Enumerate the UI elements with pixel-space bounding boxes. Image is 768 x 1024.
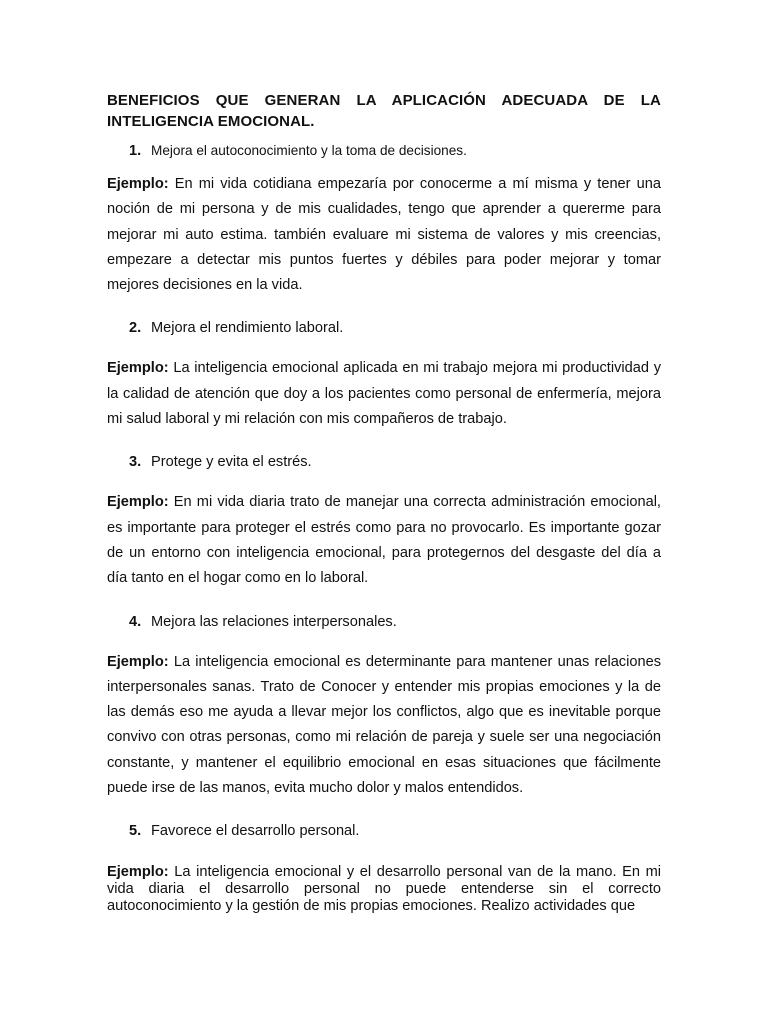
example-paragraph-4 xyxy=(107,650,661,802)
benefit-heading-2 xyxy=(107,318,661,338)
example-label: Ejemplo: xyxy=(107,360,169,377)
benefit-heading-4 xyxy=(107,612,661,632)
example-label: Ejemplo: xyxy=(107,494,169,511)
example-text: En mi vida cotidiana empezaría por conocerme a mí misma y tener una noción de mi persona y de mis cualidades, tengo que aprender a quererme para mejorar mi auto estima. también evaluare mi sistema de valores y mis creencias, empezare a detectar mis puntos fuertes y débiles para poder mejorar y tomar mejores decisiones en la vida. xyxy=(107,176,661,294)
example-label: Ejemplo: xyxy=(107,864,169,881)
benefit-number: 2. xyxy=(129,320,142,337)
example-text: La inteligencia emocional y el desarrollo personal van de la mano. En mi vida diaria el desarrollo personal no puede entenderse sin el correcto autoconocimiento y la gestión de mis propias emociones. Realizo actividades que xyxy=(107,864,661,915)
benefit-title: Mejora el rendimiento laboral. xyxy=(151,320,344,337)
example-paragraph-2 xyxy=(107,356,661,432)
example-paragraph-3 xyxy=(107,490,661,591)
example-paragraph-1 xyxy=(107,172,661,298)
benefit-title: Favorece el desarrollo personal. xyxy=(151,823,360,840)
benefit-heading-1 xyxy=(107,141,661,161)
example-text: La inteligencia emocional aplicada en mi trabajo mejora mi productividad y la calidad de atención que doy a los pacientes como personal de enfermería, mejora mi salud laboral y mi relación con mis compañeros de trabajo. xyxy=(107,360,661,428)
benefit-number: 1. xyxy=(129,143,142,159)
document-content xyxy=(107,90,661,915)
example-text: En mi vida diaria trato de manejar una correcta administración emocional, es importante para proteger el estrés como para no provocarlo. Es importante gozar de un entorno con inteligencia emocional, para protegernos del desgaste del día a día tanto en el hogar como en lo laboral. xyxy=(107,494,661,587)
benefit-number: 4. xyxy=(129,613,142,630)
example-text: La inteligencia emocional es determinante para mantener unas relaciones interpersonales sanas. Trato de Conocer y entender mis propias emociones y la de las demás eso me ayuda a llevar mejor los conflictos, algo que es inevitable porque convivo con otras personas, como mi relación de pareja y suele ser una negociación constante, y mantener el equilibrio emocional en esas situaciones que fácilmente puede irse de las manos, evita mucho dolor y malos entendidos. xyxy=(107,653,661,797)
example-label: Ejemplo: xyxy=(107,176,169,192)
benefit-title: Mejora el autoconocimiento y la toma de decisiones. xyxy=(151,143,467,158)
benefit-title: Mejora las relaciones interpersonales. xyxy=(151,613,397,630)
benefit-title: Protege y evita el estrés. xyxy=(151,454,312,471)
benefit-heading-5 xyxy=(107,821,661,841)
example-paragraph-5 xyxy=(107,864,661,915)
benefit-number: 3. xyxy=(129,454,142,471)
benefit-number: 5. xyxy=(129,823,142,840)
example-label: Ejemplo: xyxy=(107,653,169,670)
document-title: BENEFICIOS QUE GENERAN LA APLICACIÓN ADECUADA DE LA INTELIGENCIA EMOCIONAL. xyxy=(107,92,661,130)
benefit-heading-3 xyxy=(107,452,661,472)
